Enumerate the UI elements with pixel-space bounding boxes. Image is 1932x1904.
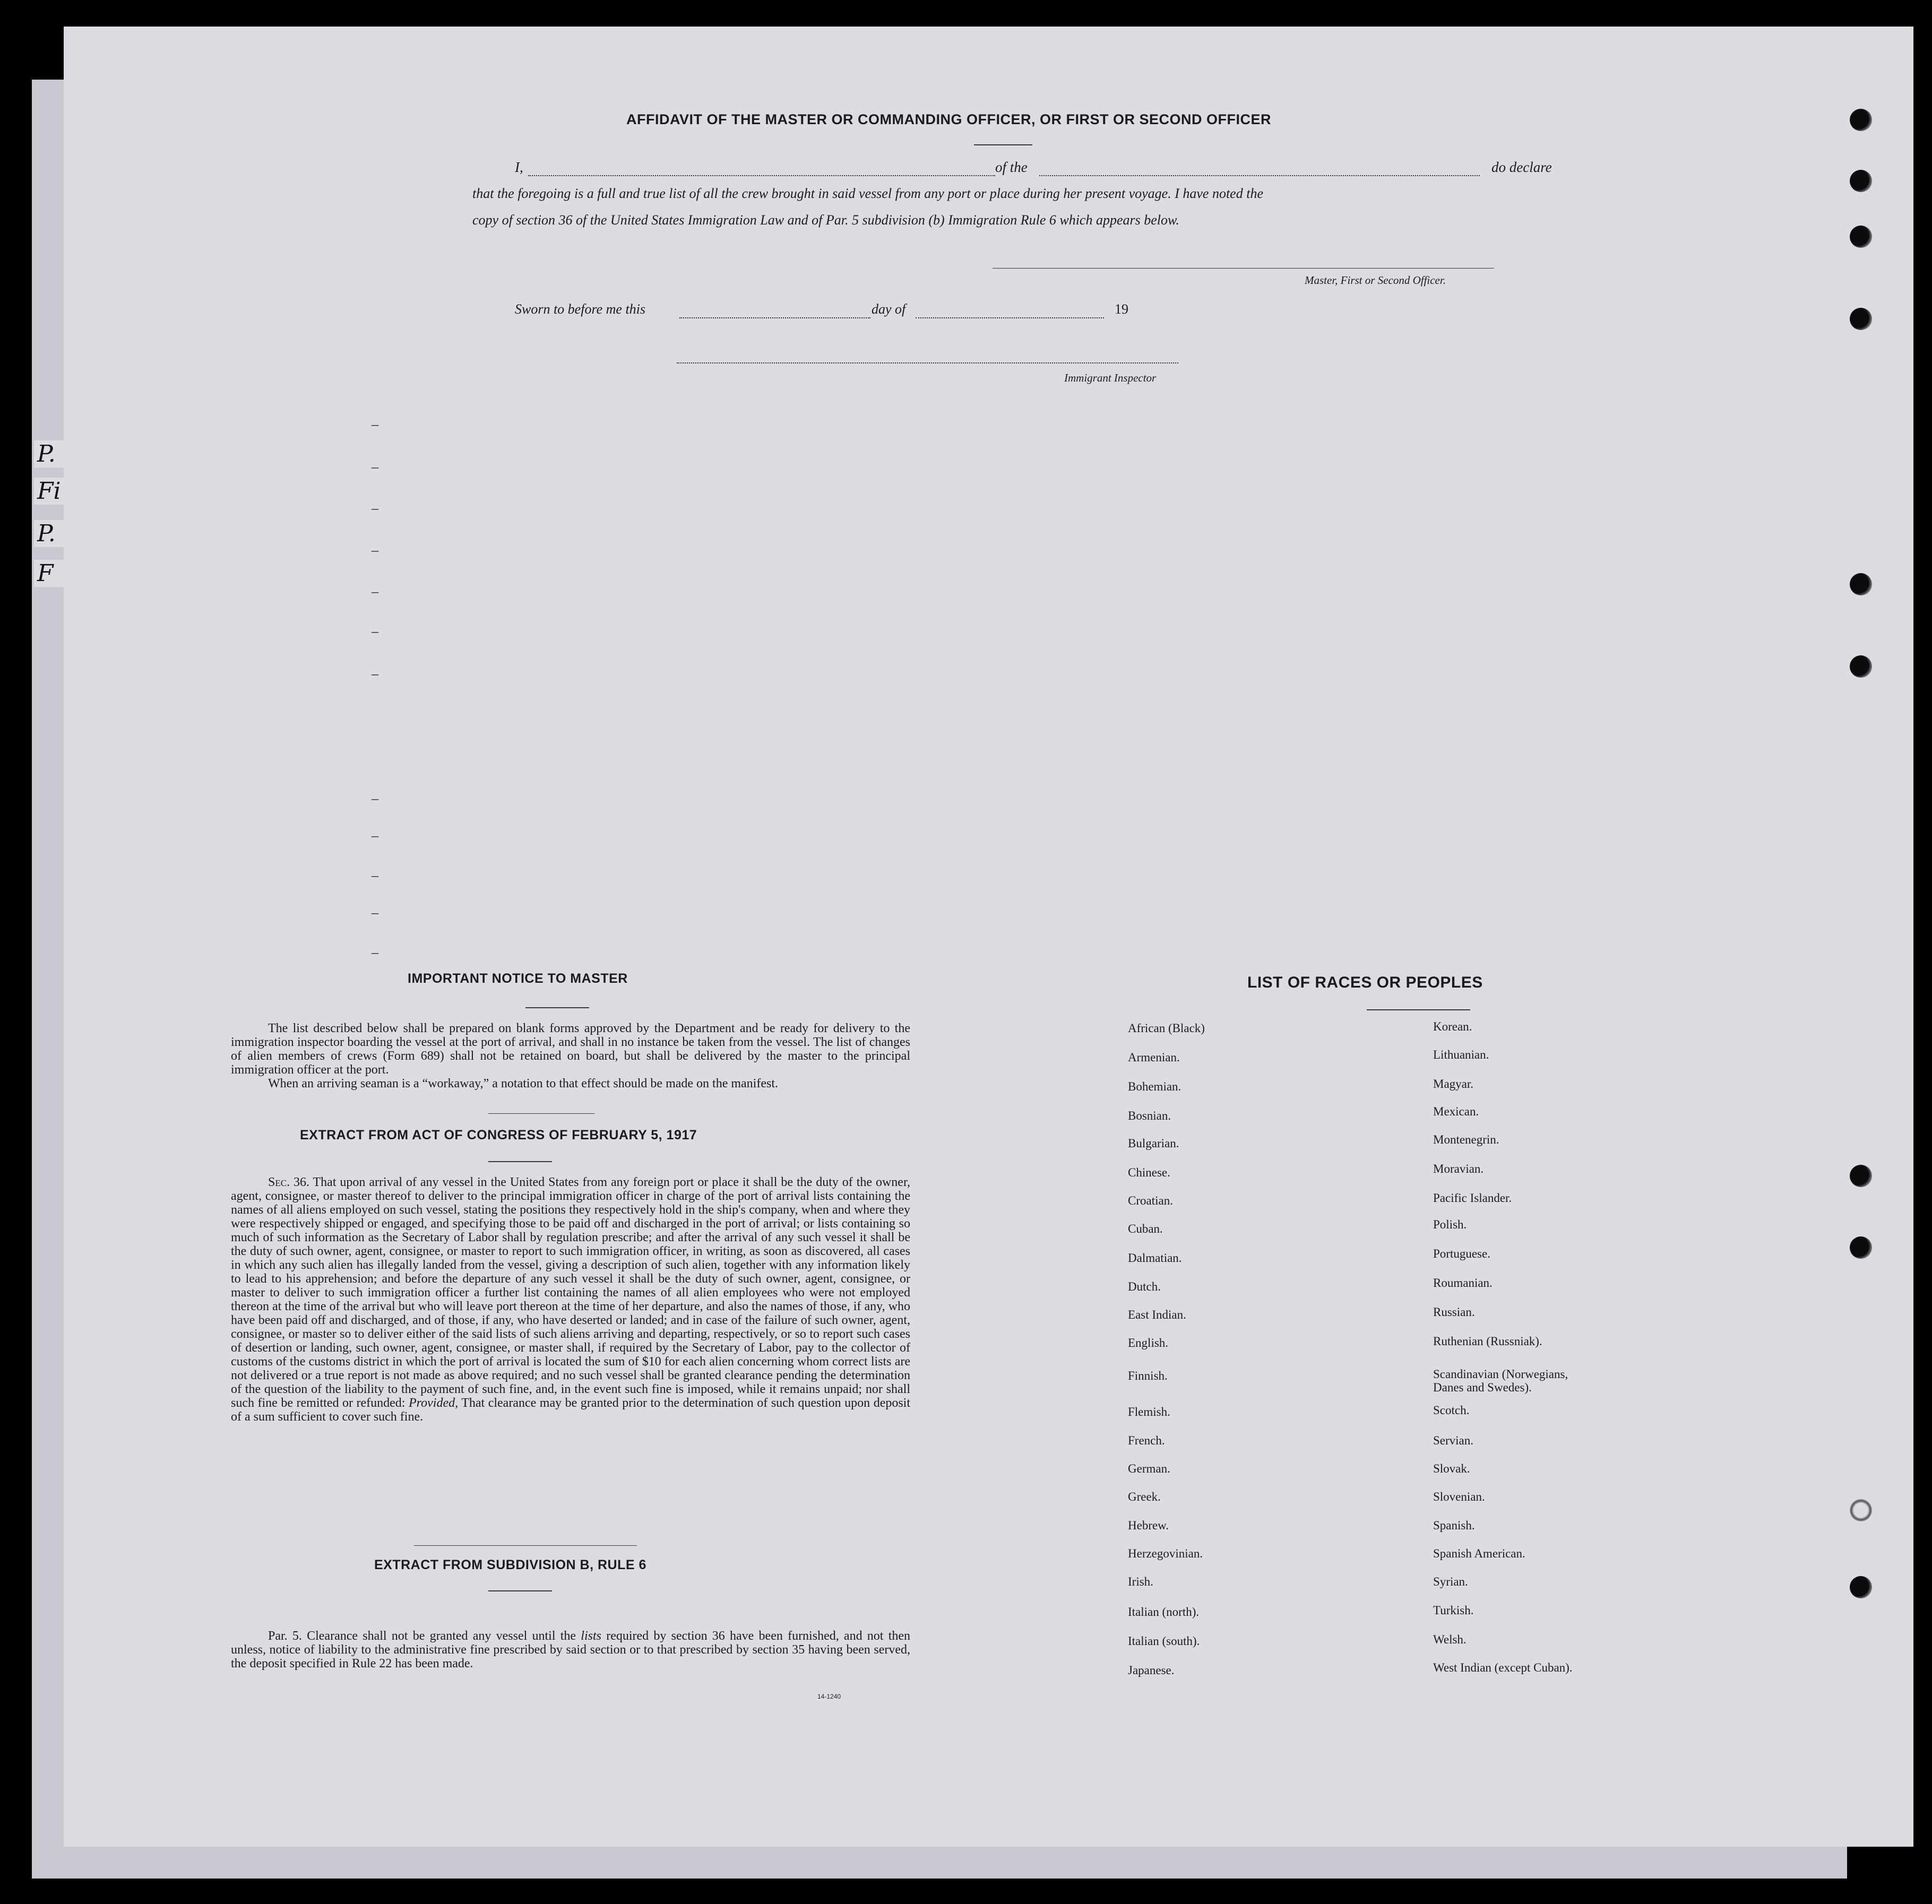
affidavit-declare-label: do declare <box>1491 159 1552 175</box>
lists-word: lists <box>581 1629 601 1643</box>
race-item: Bulgarian. <box>1128 1137 1179 1150</box>
rule-extract-title: EXTRACT FROM SUBDIVISION B, RULE 6 <box>374 1557 646 1572</box>
notice-body <box>231 1022 910 1091</box>
race-item: Roumanian. <box>1433 1276 1493 1289</box>
race-item: Lithuanian. <box>1433 1048 1489 1061</box>
row-mark: – <box>372 584 378 599</box>
race-item: African (Black) <box>1128 1022 1205 1035</box>
divider <box>488 1113 594 1114</box>
row-mark: – <box>372 500 378 516</box>
race-item: Mexican. <box>1433 1105 1479 1118</box>
row-mark: – <box>372 624 378 639</box>
race-item: Russian. <box>1433 1305 1475 1319</box>
race-item: Dutch. <box>1128 1280 1161 1293</box>
race-item: Finnish. <box>1128 1369 1168 1382</box>
race-item: Ruthenian (Russniak). <box>1433 1335 1542 1348</box>
section-text-end: That clearance may be granted prior to the determination of such question upon deposit of a sum sufficient to cover such fine. <box>231 1396 911 1424</box>
races-title: LIST OF RACES OR PEOPLES <box>1247 974 1483 991</box>
binder-hole <box>1850 655 1872 678</box>
race-item: Polish. <box>1433 1218 1467 1231</box>
margin-mark: P. <box>34 440 69 468</box>
race-item: Pacific Islander. <box>1433 1191 1512 1205</box>
row-mark: – <box>372 828 378 843</box>
race-item: Montenegrin. <box>1433 1133 1499 1146</box>
document-page <box>64 27 1913 1847</box>
name-blank <box>528 175 995 176</box>
affidavit-title: AFFIDAVIT OF THE MASTER OR COMMANDING OFFICER, OR FIRST OR SECOND OFFICER <box>626 111 1271 127</box>
margin-mark: P. <box>34 520 69 547</box>
provided-label: Provided, <box>409 1396 459 1410</box>
row-mark: – <box>372 666 378 681</box>
rule-extract-body <box>231 1629 910 1671</box>
binder-hole <box>1850 1165 1872 1187</box>
race-item: Slovenian. <box>1433 1490 1485 1503</box>
divider <box>488 1590 552 1591</box>
rule-text-b: required by section 36 have been furnished, and not then unless, notice of liability to the administrative fine prescribed by said section or to that prescribed by section 35 having been served, the deposit specified in Rule 22 has been made. <box>231 1629 911 1671</box>
sworn-day-blank <box>679 317 870 318</box>
section-text: That upon arrival of any vessel in the United States from any foreign port or place it shall be the duty of the owner, agent, consignee, or master thereof to deliver to the principal immigration officer in charge of the port of arrival lists containing the names of all aliens employed on such vessel, stating the positions they respectively hold in the ship's company, when and where they were respectively shipped or engaged, and specifying those to be paid off and discharged in the port of arrival; or lists containing so much of such information as the Secretary of Labor shall by regulation prescribe; and after the arrival of any such vessel it shall be the duty of such owner, agent, consignee, or master to report to such immigration officer, in writing, as soon as discovered, all cases in which any such alien has illegally landed from the vessel, giving a description of such alien, together with any information likely to lead to his apprehension; and before the departure of any such vessel it shall be the duty of such owner, agent, consignee, or master to deliver to such immigration officer a further list containing the names of all alien employees who were not employed thereon at the time of the arrival but who will leave port thereon at the time of her departure, and also the names of those, if any, who have been paid off and discharged, and of those, if any, who have deserted or landed; and in case of the failure of such owner, agent, consignee, or master so to deliver either of the said lists of such aliens arriving and departing, respectively, or so to report such cases of desertion or landing, such owner, agent, consignee, or master shall, if required by the Secretary of Labor, pay to the collector of customs of the customs district in which the port of arrival is located the sum of $10 for each alien concerning whom correct lists are not delivered or a true report is not made as above required; and no such vessel shall be granted clearance pending the determination of the question of the liability to the payment of such fine, and, in the event such fine is imposed, while it remains unpaid; nor shall such fine be remitted or refunded: <box>231 1175 910 1410</box>
signature-line <box>993 268 1494 269</box>
race-item: Spanish American. <box>1433 1547 1525 1560</box>
row-mark: – <box>372 542 378 558</box>
race-item: Welsh. <box>1433 1633 1467 1646</box>
sworn-month-blank <box>916 317 1104 318</box>
divider <box>1367 1009 1470 1010</box>
race-item: Spanish. <box>1433 1519 1475 1532</box>
race-item: Moravian. <box>1433 1162 1484 1175</box>
race-item: Scandinavian (Norwegians, <box>1433 1368 1568 1381</box>
divider <box>525 1007 589 1008</box>
notice-title: IMPORTANT NOTICE TO MASTER <box>408 971 628 986</box>
affidavit-statement-line-2: that the foregoing is a full and true list of all the crew brought in said vessel from any port or place during her present voyage. I have noted the <box>472 186 1263 201</box>
race-item: Japanese. <box>1128 1664 1175 1677</box>
race-item: Dalmatian. <box>1128 1251 1182 1265</box>
race-item: Turkish. <box>1433 1604 1474 1617</box>
inspector-signature-line <box>677 362 1178 364</box>
race-item: East Indian. <box>1128 1308 1186 1321</box>
race-item: Bohemian. <box>1128 1080 1181 1093</box>
race-item: Flemish. <box>1128 1405 1170 1418</box>
race-item: Bosnian. <box>1128 1109 1171 1122</box>
race-item: West Indian (except Cuban). <box>1433 1661 1573 1674</box>
race-item: Irish. <box>1128 1575 1153 1588</box>
inspector-label: Immigrant Inspector <box>1064 371 1157 384</box>
race-item: Herzegovinian. <box>1128 1547 1203 1560</box>
race-item: Servian. <box>1433 1434 1474 1447</box>
sworn-year: 19 <box>1115 301 1128 317</box>
race-item: French. <box>1128 1434 1165 1447</box>
master-signature-label: Master, First or Second Officer. <box>1305 274 1446 287</box>
binder-hole <box>1850 226 1872 248</box>
race-item: Scotch. <box>1433 1404 1470 1417</box>
row-mark: – <box>372 945 378 960</box>
rule-text-a: Par. 5. Clearance shall not be granted any vessel until the <box>268 1629 576 1643</box>
race-item: Syrian. <box>1433 1575 1468 1588</box>
affidavit-i-label: I, <box>515 159 523 175</box>
binder-hole <box>1850 109 1872 131</box>
binder-hole <box>1850 1236 1872 1259</box>
margin-mark: Fi <box>34 478 69 505</box>
race-item: Chinese. <box>1128 1166 1170 1179</box>
race-item: Italian (north). <box>1128 1605 1200 1619</box>
race-item: Hebrew. <box>1128 1519 1169 1532</box>
race-item: Magyar. <box>1433 1077 1474 1091</box>
race-item: Portuguese. <box>1433 1247 1490 1260</box>
row-mark: – <box>372 417 378 432</box>
act-extract-title: EXTRACT FROM ACT OF CONGRESS OF FEBRUARY 5, 1917 <box>300 1128 697 1143</box>
binder-hole <box>1850 308 1872 330</box>
notice-paragraph-2: When an arriving seaman is a “workaway,” a notation to that effect should be made on the manifest. <box>268 1077 778 1091</box>
row-mark: – <box>372 905 378 920</box>
race-item: German. <box>1128 1462 1170 1475</box>
binder-hole <box>1850 1499 1872 1521</box>
race-item: Italian (south). <box>1128 1634 1200 1648</box>
notice-paragraph-1: The list described below shall be prepared on blank forms approved by the Department and be ready for delivery to the immigration inspector boarding the vessel at the port of arrival, and shall in no instance be taken from the vessel. The list of changes of alien members of crews (Form 689) shall not be retained on board, but shall be delivered by the master to the principal immigration officer at the port. <box>231 1022 910 1077</box>
affidavit-statement-line-3: copy of section 36 of the United States Immigration Law and of Par. 5 subdivision (b) Immigration Rule 6 which appears below. <box>472 212 1179 228</box>
binder-hole <box>1850 1576 1872 1598</box>
margin-mark: F <box>34 560 69 587</box>
race-item: Croatian. <box>1128 1194 1173 1207</box>
vessel-blank <box>1039 175 1480 176</box>
affidavit-of-the-label: of the <box>995 159 1028 175</box>
row-mark: – <box>372 459 378 474</box>
race-item: Greek. <box>1128 1490 1161 1503</box>
sworn-day-of: day of <box>872 301 906 317</box>
race-item-scandinavian-cont: Danes and Swedes). <box>1433 1381 1532 1394</box>
row-mark: – <box>372 791 378 806</box>
race-item: Korean. <box>1433 1020 1472 1033</box>
sworn-prefix: Sworn to before me this <box>515 301 646 317</box>
row-mark: – <box>372 868 378 883</box>
divider <box>974 144 1032 145</box>
form-number: 14-1240 <box>817 1693 841 1700</box>
binder-hole <box>1850 573 1872 595</box>
binder-hole <box>1850 170 1872 192</box>
race-item: Cuban. <box>1128 1222 1163 1235</box>
race-item: Armenian. <box>1128 1051 1180 1064</box>
race-item: Slovak. <box>1433 1462 1470 1475</box>
race-item: English. <box>1128 1336 1169 1349</box>
section-label: Sec. 36. <box>268 1175 310 1189</box>
divider <box>414 1545 637 1546</box>
act-extract-body <box>231 1175 910 1424</box>
divider <box>488 1161 552 1162</box>
